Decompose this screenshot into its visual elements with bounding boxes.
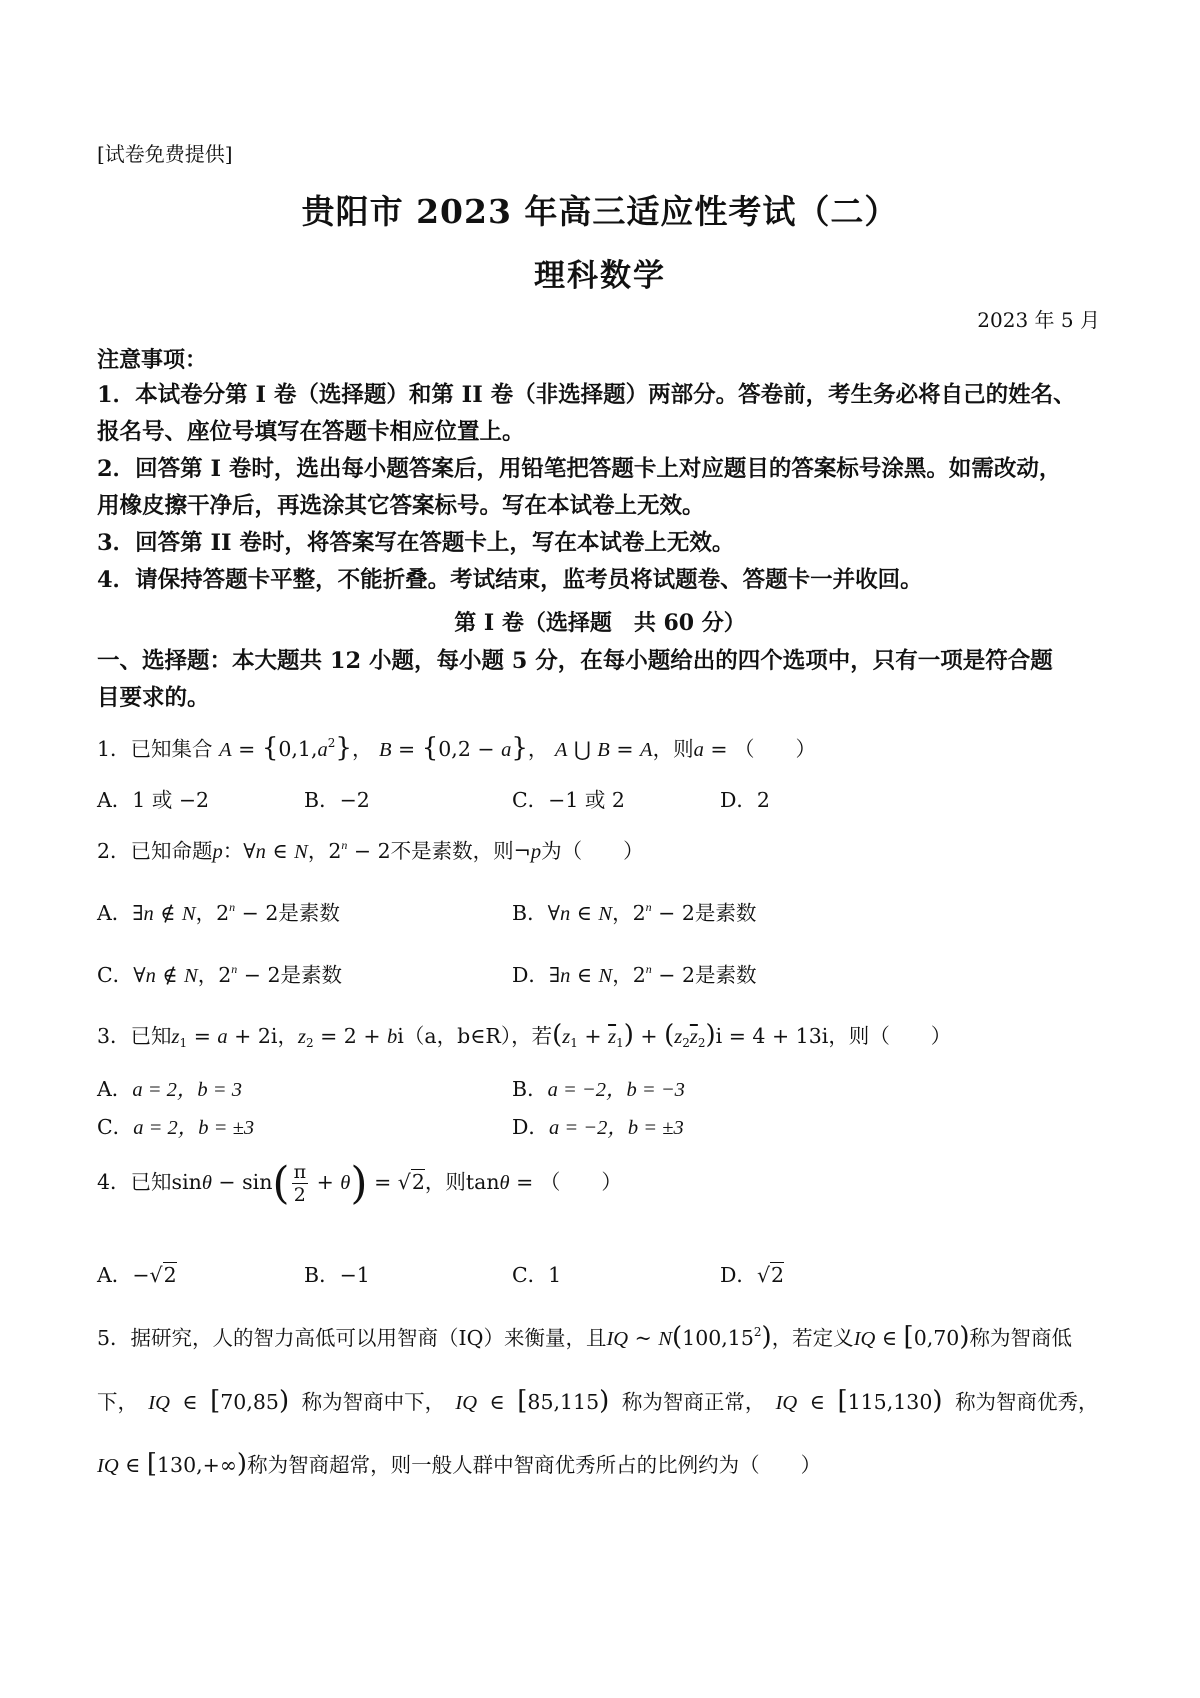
q3-option-c: C．a = 2，b = ±3 — [97, 1115, 255, 1139]
question-1: 1．已知集合 $A = \{0,1,a^2\}$， B = {0,2 − a}， A ⋃ B = A，则a = （ ） — [97, 733, 817, 763]
notice-line-4: 用橡皮擦干净后，再选涂其它答案标号。写在本试卷上无效。 — [97, 493, 705, 519]
exam-subject: 理科数学 — [534, 258, 666, 294]
question-5-line-2: 下， IQ ∈ [70,85) 称为智商中下， IQ ∈ [85,115) 称为智商正常， IQ ∈ [115,130) 称为智商优秀， — [97, 1386, 1099, 1416]
q3-option-a: A．a = 2，b = 3 — [97, 1077, 242, 1101]
q3-option-b: B．a = −2，b = −3 — [512, 1077, 685, 1101]
question-5-line-3: IQ ∈ [130,+∞)称为智商超常，则一般人群中智商优秀所占的比例约为（ ） — [97, 1449, 822, 1479]
question-3: 3．已知$z_1 = a + 2i$，$z_2 = 2 + bi(a$，b∈R），若$(z_1 + \overline{z}_1) + (z_2\overline{z}_2)i = 4 + 13i$，则（ ） — [97, 1020, 952, 1050]
section-title: 第 I 卷（选择题 共 60 分） — [454, 610, 746, 636]
question-4: 4．已知sinθ − sin( $\frac{\pi}{2}$ + θ) = √2，则tanθ = （ ） — [97, 1158, 622, 1209]
notice-line-5: 3．回答第 II 卷时，将答案写在答题卡上，写在本试卷上无效。 — [97, 530, 735, 556]
q3-option-d: D．a = −2，b = ±3 — [512, 1115, 684, 1139]
exam-title: 贵阳市 2023 年高三适应性考试（二） — [301, 192, 899, 231]
q4-option-d: D．√2 — [720, 1263, 785, 1287]
exam-date: 2023 年 5 月 — [977, 308, 1100, 332]
part-instruction-2: 目要求的。 — [97, 685, 210, 711]
notice-line-1: 1．本试卷分第 I 卷（选择题）和第 II 卷（非选择题）两部分。答卷前，考生务必将自己的姓名、 — [97, 382, 1076, 408]
question-text: 已知集合 — [130, 737, 213, 761]
question-5: 5．据研究，人的智力高低可以用智商（IQ）来衡量，且IQ ~ N(100,15$^2$)，若定义IQ ∈ [0,70)称为智商低 — [97, 1322, 1073, 1352]
q4-option-c: C．1 — [512, 1263, 562, 1287]
q2-option-a: A．∃n ∉ N，$2^n - 2$是素数 — [97, 900, 340, 925]
q4-option-a: A．−√2 — [97, 1263, 177, 1287]
q1-option-a: A．1 或 −2 — [97, 788, 210, 812]
question-number: 1． — [97, 737, 131, 761]
question-2: 2．已知命题p：∀n ∈ N，$2^n - 2$不是素数，则¬p为（ ） — [97, 838, 644, 863]
notice-line-3: 2．回答第 I 卷时，选出每小题答案后，用铅笔把答题卡上对应题目的答案标号涂黑。如需改动， — [97, 456, 1062, 482]
q1-option-c: C．−1 或 2 — [512, 788, 625, 812]
notice-heading: 注意事项： — [97, 347, 208, 373]
q1-option-d: D．2 — [720, 788, 770, 812]
q2-option-b: B．∀n ∈ N，$2^n - 2$是素数 — [512, 900, 757, 925]
free-tag: [试卷免费提供] — [97, 142, 233, 166]
part-instruction-1: 一、选择题：本大题共 12 小题，每小题 5 分，在每小题给出的四个选项中，只有一项是符合题 — [97, 648, 1053, 674]
q1-option-b: B．−2 — [304, 788, 370, 812]
q4-option-b: B．−1 — [304, 1263, 370, 1287]
q2-option-d: D．∃n ∈ N，$2^n - 2$是素数 — [512, 962, 757, 987]
notice-line-2: 报名号、座位号填写在答题卡相应位置上。 — [97, 419, 525, 445]
q2-option-c: C．∀n ∉ N，$2^n - 2$是素数 — [97, 962, 343, 987]
notice-line-6: 4．请保持答题卡平整，不能折叠。考试结束，监考员将试题卷、答题卡一并收回。 — [97, 567, 923, 593]
